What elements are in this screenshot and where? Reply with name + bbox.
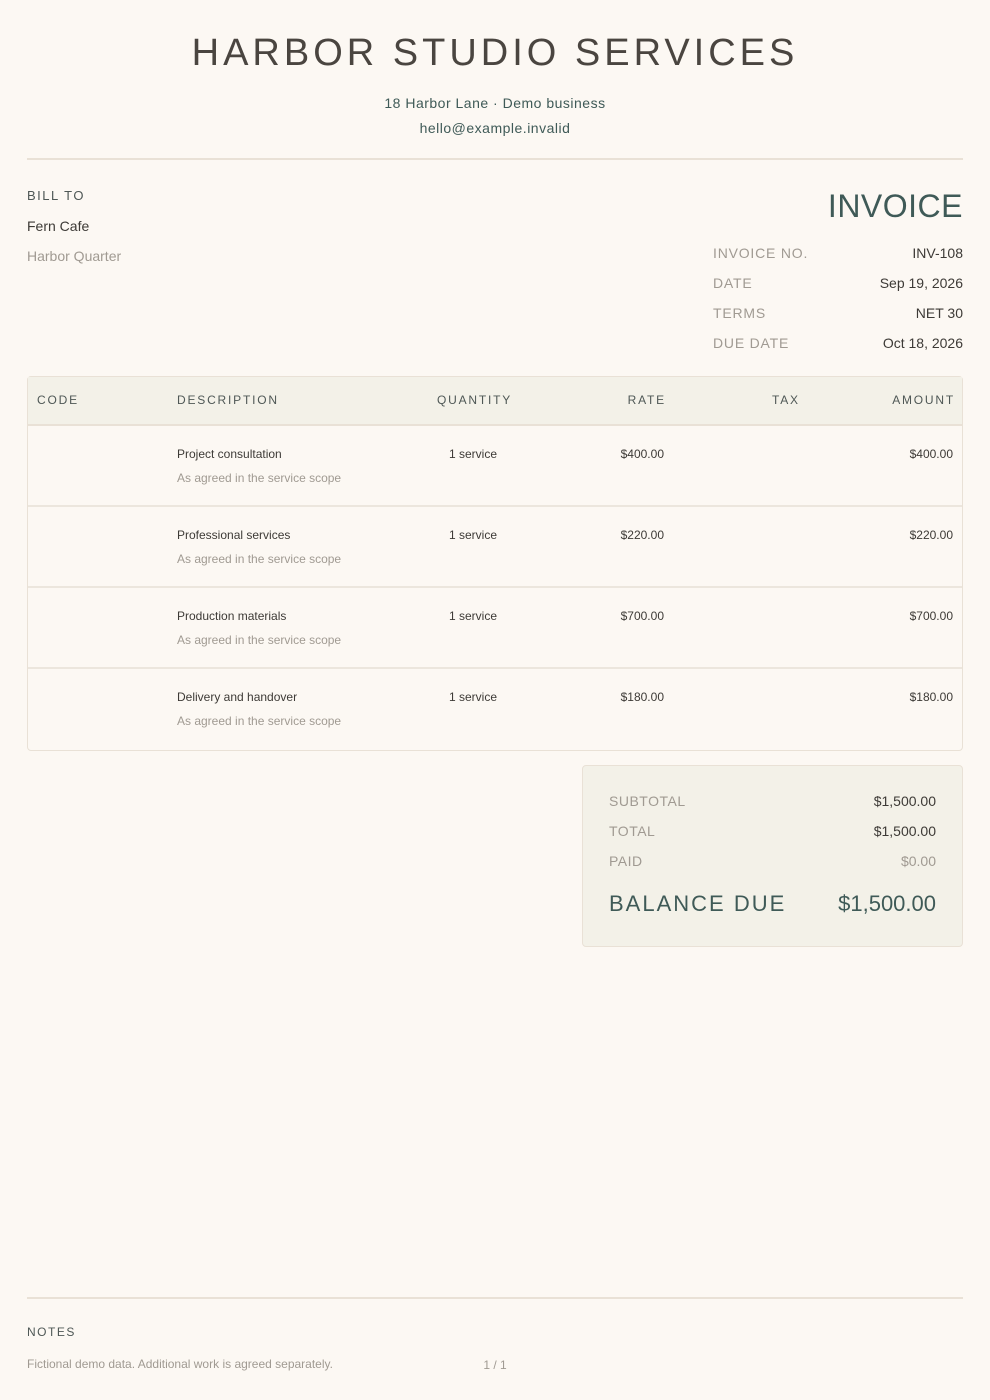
header-rate: RATE bbox=[627, 393, 666, 407]
footer-divider bbox=[27, 1297, 963, 1299]
item-quantity: 1 service bbox=[448, 447, 498, 461]
item-rate: $400.00 bbox=[620, 447, 664, 461]
paid-value: $0.00 bbox=[900, 853, 936, 869]
line-items-table bbox=[27, 376, 963, 751]
balance-due-label: BALANCE DUE bbox=[609, 891, 787, 916]
paid-row bbox=[609, 853, 936, 869]
table-row bbox=[28, 426, 962, 507]
table-row bbox=[28, 507, 962, 588]
item-description: Delivery and handover bbox=[177, 690, 298, 704]
item-description: Professional services bbox=[177, 528, 291, 542]
meta-label: DATE bbox=[713, 275, 753, 291]
table-row bbox=[28, 588, 962, 669]
item-rate: $700.00 bbox=[620, 609, 664, 623]
bill-to-label: BILL TO bbox=[27, 188, 85, 203]
item-amount: $700.00 bbox=[909, 609, 953, 623]
meta-row-terms bbox=[713, 298, 963, 328]
balance-due-value: $1,500.00 bbox=[838, 891, 936, 916]
item-rate: $180.00 bbox=[620, 690, 664, 704]
header-divider bbox=[27, 158, 963, 160]
meta-row-due-date bbox=[713, 328, 963, 358]
notes-text: Fictional demo data. Additional work is agreed separately. bbox=[27, 1357, 333, 1371]
header-amount: AMOUNT bbox=[892, 393, 955, 407]
item-subtext: As agreed in the service scope bbox=[177, 633, 342, 647]
total-label: TOTAL bbox=[609, 823, 656, 839]
invoice-title: INVOICE bbox=[827, 188, 963, 224]
meta-row-date bbox=[713, 268, 963, 298]
item-quantity: 1 service bbox=[448, 609, 498, 623]
meta-label: DUE DATE bbox=[713, 335, 790, 351]
item-quantity: 1 service bbox=[448, 528, 498, 542]
item-description: Project consultation bbox=[177, 447, 282, 461]
client-area: Harbor Quarter bbox=[27, 248, 122, 264]
total-row bbox=[609, 823, 936, 839]
balance-due-row bbox=[609, 891, 936, 917]
item-subtext: As agreed in the service scope bbox=[177, 471, 342, 485]
item-subtext: As agreed in the service scope bbox=[177, 714, 342, 728]
company-name: HARBOR STUDIO SERVICES bbox=[191, 32, 799, 74]
item-quantity: 1 service bbox=[448, 690, 498, 704]
page-number: 1 / 1 bbox=[483, 1358, 507, 1372]
meta-value: Oct 18, 2026 bbox=[882, 335, 963, 351]
meta-value: NET 30 bbox=[915, 305, 963, 321]
table-row bbox=[28, 669, 962, 750]
paid-label: PAID bbox=[609, 853, 643, 869]
subtotal-row bbox=[609, 793, 936, 809]
header-tax: TAX bbox=[772, 393, 800, 407]
meta-value: INV-108 bbox=[912, 245, 963, 261]
item-amount: $180.00 bbox=[909, 690, 953, 704]
company-email: hello@example.invalid bbox=[419, 120, 571, 136]
item-rate: $220.00 bbox=[620, 528, 664, 542]
meta-row-invoice-no bbox=[713, 238, 963, 268]
client-name: Fern Cafe bbox=[27, 218, 90, 234]
total-value: $1,500.00 bbox=[873, 823, 936, 839]
subtotal-value: $1,500.00 bbox=[873, 793, 936, 809]
meta-value: Sep 19, 2026 bbox=[879, 275, 963, 291]
meta-label: INVOICE NO. bbox=[713, 245, 809, 261]
company-address: 18 Harbor Lane · Demo business bbox=[384, 95, 606, 111]
item-description: Production materials bbox=[177, 609, 287, 623]
header-quantity: QUANTITY bbox=[437, 393, 513, 407]
item-amount: $400.00 bbox=[909, 447, 953, 461]
invoice-meta bbox=[713, 238, 963, 358]
header-code: CODE bbox=[37, 393, 79, 407]
item-subtext: As agreed in the service scope bbox=[177, 552, 342, 566]
header-description: DESCRIPTION bbox=[177, 393, 279, 407]
item-amount: $220.00 bbox=[909, 528, 953, 542]
totals-box bbox=[582, 765, 963, 947]
notes-label: NOTES bbox=[27, 1325, 76, 1339]
subtotal-label: SUBTOTAL bbox=[609, 793, 686, 809]
meta-label: TERMS bbox=[713, 305, 766, 321]
table-header bbox=[28, 377, 962, 426]
